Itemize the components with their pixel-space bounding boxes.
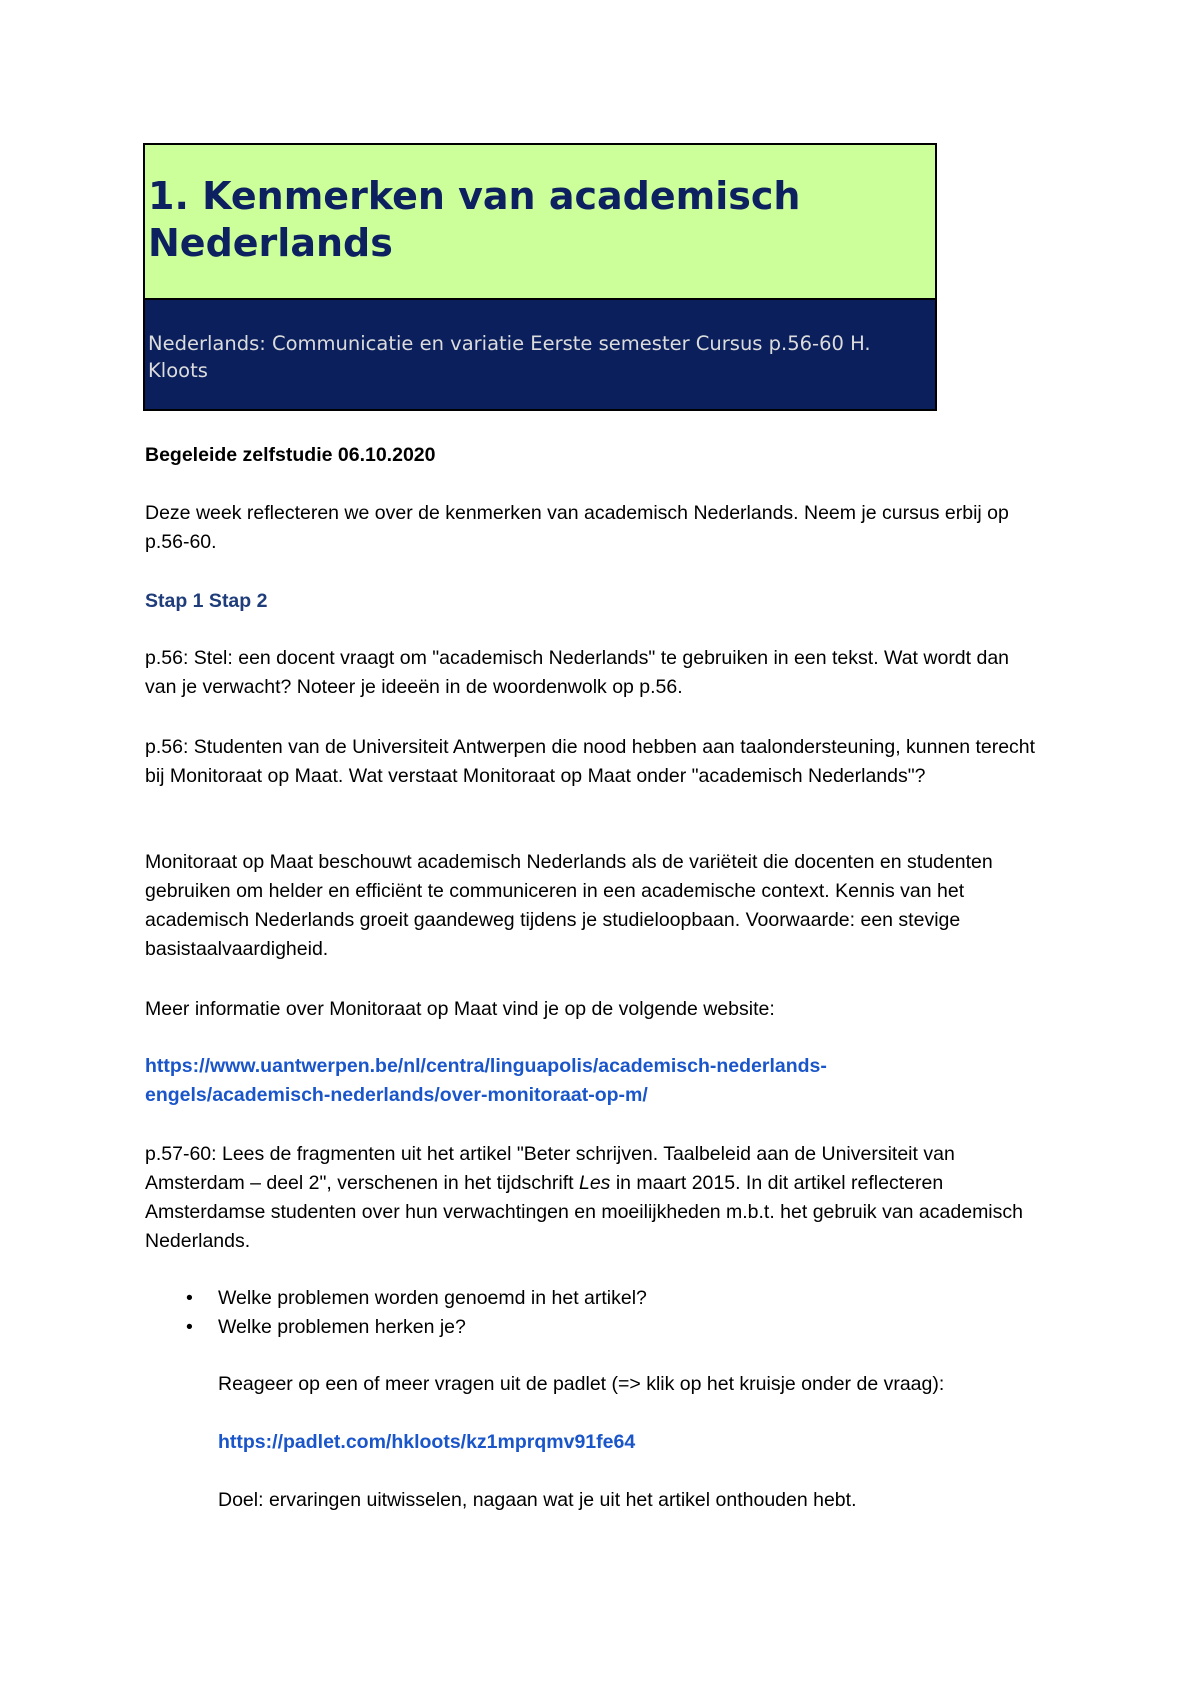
subtitle-section [145, 300, 935, 409]
list-item [145, 1313, 1045, 1342]
question-p56-1: p.56: Stel: een docent vraagt om "academisch Nederlands" te gebruiken in een tekst. Wat wordt dan van je verwacht? Noteer je ideeën in de woordenwolk op p.56. [145, 647, 1010, 698]
title-banner [143, 143, 937, 411]
article-text-part2: in maart 2015. In dit artikel reflecteren Amsterdamse studenten over hun verwachtingen en moeilijkheden m.b.t. het gebruik van academisch Nederlands. [145, 1172, 1023, 1252]
goal-text: Doel: ervaringen uitwisselen, nagaan wat je uit het artikel onthouden hebt. [218, 1489, 857, 1511]
question-list [145, 1284, 1045, 1342]
article-paragraph [145, 1140, 1045, 1256]
monitoraat-website-link[interactable]: https://www.uantwerpen.be/nl/centra/linguapolis/academisch-nederlands-engels/academisch-nederlands/over-monitoraat-op-m/ [145, 1055, 827, 1106]
document-title: 1. Kenmerken van academisch Nederlands [148, 174, 801, 265]
bullet-icon: • [186, 1316, 193, 1338]
question-p56-2: p.56: Studenten van de Universiteit Antwerpen die nood hebben aan taalondersteuning, kunnen terecht bij Monitoraat op Maat. Wat verstaat Monitoraat op Maat onder "academisch Nederlands"? [145, 736, 1036, 787]
journal-name: Les [578, 1172, 611, 1194]
monitoraat-website-link-container [145, 1052, 915, 1110]
intro-paragraph: Deze week reflecteren we over de kenmerken van academisch Nederlands. Neem je cursus erbij op p.56-60. [145, 502, 1009, 553]
more-info-text: Meer informatie over Monitoraat op Maat vind je op de volgende website: [145, 998, 775, 1020]
padlet-link-container [218, 1428, 1078, 1457]
padlet-link[interactable]: https://padlet.com/hkloots/kz1mprqmv91fe64 [218, 1431, 636, 1453]
steps-heading: Stap 1 Stap 2 [145, 590, 268, 612]
monitoraat-definition: Monitoraat op Maat beschouwt academisch Nederlands als de variëteit die docenten en studenten gebruiken om helder en efficiënt te communiceren in een academische context. Kennis van het academisch Nederlands groeit gaandeweg tijdens je studieloopbaan. Voorwaarde: een stevige basistaalvaardigheid. [145, 851, 993, 960]
bullet-text: Welke problemen herken je? [218, 1316, 466, 1338]
document-subtitle: Nederlands: Communicatie en variatie Eerste semester Cursus p.56-60 H. Kloots [148, 332, 871, 382]
bullet-icon: • [186, 1287, 193, 1309]
article-text-part1: p.57-60: Lees de fragmenten uit het artikel "Beter schrijven. Taalbeleid aan de Universiteit van Amsterdam – deel 2", verschenen in het tijdschrift [145, 1143, 955, 1194]
title-section [145, 145, 935, 300]
bullet-text: Welke problemen worden genoemd in het artikel? [218, 1287, 647, 1309]
session-heading: Begeleide zelfstudie 06.10.2020 [145, 444, 436, 466]
padlet-instruction: Reageer op een of meer vragen uit de padlet (=> klik op het kruisje onder de vraag): [218, 1373, 945, 1395]
list-item [145, 1284, 1045, 1313]
